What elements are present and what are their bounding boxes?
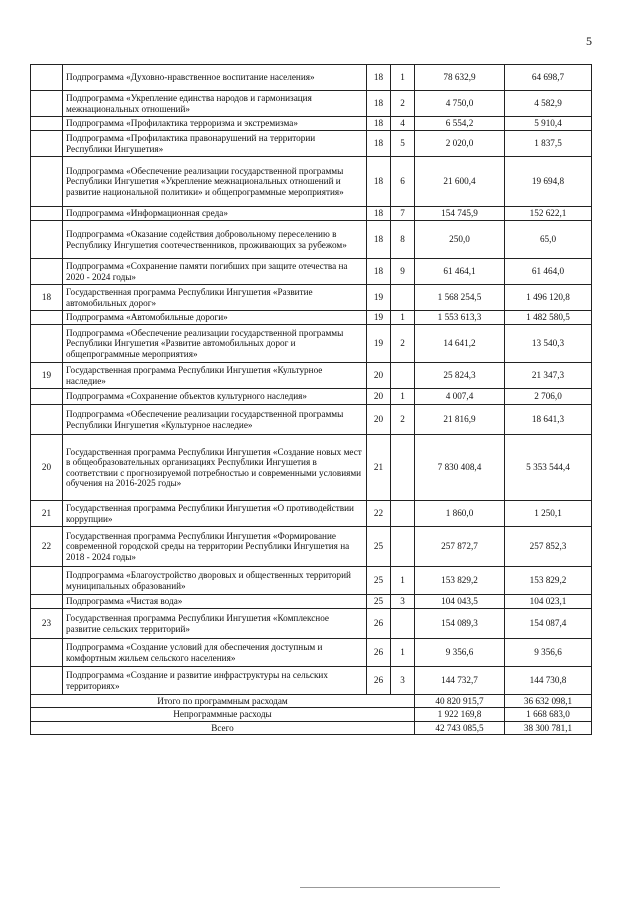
row-number	[31, 595, 63, 609]
row-program-code: 18	[367, 65, 391, 91]
table-row	[31, 405, 592, 435]
row-number	[31, 389, 63, 405]
row-program-code: 20	[367, 389, 391, 405]
row-number	[31, 667, 63, 695]
row-name: Подпрограмма «Сохранение объектов культурного наследия»	[63, 389, 367, 405]
row-subprogram-code	[391, 435, 415, 501]
row-value-planned: 14 641,2	[415, 325, 505, 363]
row-value-planned: 250,0	[415, 221, 505, 259]
row-value-planned: 7 830 408,4	[415, 435, 505, 501]
table-row	[31, 435, 592, 501]
row-value-actual: 13 540,3	[505, 325, 592, 363]
row-value-planned: 154 089,3	[415, 609, 505, 639]
row-program-code: 22	[367, 501, 391, 527]
row-program-code: 20	[367, 405, 391, 435]
row-number	[31, 567, 63, 595]
row-value-actual: 152 622,1	[505, 207, 592, 221]
row-number	[31, 207, 63, 221]
table-row	[31, 259, 592, 285]
row-subprogram-code	[391, 363, 415, 389]
row-value-actual: 5 353 544,4	[505, 435, 592, 501]
row-value-actual: 21 347,3	[505, 363, 592, 389]
row-program-code: 25	[367, 595, 391, 609]
row-number	[31, 311, 63, 325]
table-row	[31, 91, 592, 117]
row-value-actual: 5 910,4	[505, 117, 592, 131]
table-row	[31, 501, 592, 527]
row-subprogram-code	[391, 527, 415, 567]
row-value-actual: 104 023,1	[505, 595, 592, 609]
row-value-actual: 144 730,8	[505, 667, 592, 695]
row-name: Подпрограмма «Создание и развитие инфраструктуры на сельских территориях»	[63, 667, 367, 695]
row-value-planned: 6 554,2	[415, 117, 505, 131]
row-value-planned: 257 872,7	[415, 527, 505, 567]
row-value-planned: 4 007,4	[415, 389, 505, 405]
row-value-planned: 25 824,3	[415, 363, 505, 389]
table-row	[31, 221, 592, 259]
row-subprogram-code: 1	[391, 311, 415, 325]
totals-label: Всего	[31, 721, 415, 734]
row-program-code: 18	[367, 117, 391, 131]
totals-value-planned: 1 922 169,8	[415, 708, 505, 721]
row-value-actual: 2 706,0	[505, 389, 592, 405]
row-name: Подпрограмма «Сохранение памяти погибших при защите отечества на 2020 - 2024 годы»	[63, 259, 367, 285]
row-program-code: 26	[367, 609, 391, 639]
row-program-code: 25	[367, 527, 391, 567]
row-program-code: 18	[367, 91, 391, 117]
row-program-code: 19	[367, 325, 391, 363]
totals-label: Непрограммные расходы	[31, 708, 415, 721]
totals-label: Итого по программным расходам	[31, 695, 415, 708]
totals-value-actual: 36 632 098,1	[505, 695, 592, 708]
row-subprogram-code	[391, 609, 415, 639]
row-subprogram-code: 3	[391, 595, 415, 609]
row-number	[31, 157, 63, 207]
row-value-actual: 9 356,6	[505, 639, 592, 667]
row-subprogram-code: 1	[391, 639, 415, 667]
table-row	[31, 285, 592, 311]
table-row	[31, 131, 592, 157]
row-subprogram-code: 4	[391, 117, 415, 131]
row-name: Государственная программа Республики Ингушетия «Создание новых мест в общеобразовательных организациях Республики Ингушетия в соответствии с прогнозируемой потребностью и современными условиями обучения на 2016-2025 годы»	[63, 435, 367, 501]
row-number	[31, 259, 63, 285]
row-subprogram-code	[391, 285, 415, 311]
row-number	[31, 131, 63, 157]
row-name: Подпрограмма «Информационная среда»	[63, 207, 367, 221]
row-value-actual: 153 829,2	[505, 567, 592, 595]
row-value-actual: 65,0	[505, 221, 592, 259]
table-row	[31, 363, 592, 389]
row-value-planned: 78 632,9	[415, 65, 505, 91]
row-number	[31, 65, 63, 91]
row-program-code: 20	[367, 363, 391, 389]
row-name: Подпрограмма «Обеспечение реализации государственной программы Республики Ингушетия «Развитие автомобильных дорог и общепрограммные мероприятия»	[63, 325, 367, 363]
row-program-code: 19	[367, 311, 391, 325]
row-number	[31, 221, 63, 259]
table-row	[31, 595, 592, 609]
row-value-planned: 104 043,5	[415, 595, 505, 609]
row-value-planned: 2 020,0	[415, 131, 505, 157]
row-value-actual: 1 496 120,8	[505, 285, 592, 311]
row-subprogram-code: 7	[391, 207, 415, 221]
row-number	[31, 639, 63, 667]
row-subprogram-code: 8	[391, 221, 415, 259]
row-name: Подпрограмма «Обеспечение реализации государственной программы Республики Ингушетия «Культурное наследие»	[63, 405, 367, 435]
row-name: Государственная программа Республики Ингушетия «Культурное наследие»	[63, 363, 367, 389]
row-name: Подпрограмма «Чистая вода»	[63, 595, 367, 609]
table-row	[31, 389, 592, 405]
table-row	[31, 65, 592, 91]
row-program-code: 18	[367, 131, 391, 157]
row-number	[31, 117, 63, 131]
row-value-planned: 9 356,6	[415, 639, 505, 667]
row-program-code: 25	[367, 567, 391, 595]
row-program-code: 19	[367, 285, 391, 311]
row-number: 18	[31, 285, 63, 311]
table-row	[31, 117, 592, 131]
row-subprogram-code: 2	[391, 91, 415, 117]
table-row	[31, 527, 592, 567]
row-number	[31, 405, 63, 435]
row-value-planned: 153 829,2	[415, 567, 505, 595]
row-value-actual: 154 087,4	[505, 609, 592, 639]
row-program-code: 18	[367, 221, 391, 259]
table-row	[31, 667, 592, 695]
row-subprogram-code: 2	[391, 405, 415, 435]
row-name: Подпрограмма «Профилактика правонарушений на территории Республики Ингушетия»	[63, 131, 367, 157]
row-value-actual: 4 582,9	[505, 91, 592, 117]
table-row	[31, 639, 592, 667]
row-value-actual: 18 641,3	[505, 405, 592, 435]
table-row	[31, 207, 592, 221]
row-subprogram-code: 5	[391, 131, 415, 157]
row-subprogram-code: 9	[391, 259, 415, 285]
row-name: Государственная программа Республики Ингушетия «О противодействии коррупции»	[63, 501, 367, 527]
row-value-planned: 21 816,9	[415, 405, 505, 435]
row-value-actual: 1 250,1	[505, 501, 592, 527]
row-number: 23	[31, 609, 63, 639]
totals-value-actual: 38 300 781,1	[505, 721, 592, 734]
row-program-code: 18	[367, 259, 391, 285]
row-subprogram-code: 1	[391, 389, 415, 405]
row-value-planned: 61 464,1	[415, 259, 505, 285]
totals-value-planned: 40 820 915,7	[415, 695, 505, 708]
row-name: Подпрограмма «Духовно-нравственное воспитание населения»	[63, 65, 367, 91]
row-program-code: 21	[367, 435, 391, 501]
row-number: 20	[31, 435, 63, 501]
row-number: 19	[31, 363, 63, 389]
row-subprogram-code: 1	[391, 65, 415, 91]
table-row	[31, 567, 592, 595]
row-value-actual: 1 837,5	[505, 131, 592, 157]
row-value-actual: 19 694,8	[505, 157, 592, 207]
scan-artifact	[300, 887, 500, 888]
row-name: Подпрограмма «Благоустройство дворовых и общественных территорий муниципальных образований»	[63, 567, 367, 595]
totals-row	[31, 708, 592, 721]
row-program-code: 26	[367, 667, 391, 695]
budget-table-body	[31, 65, 592, 735]
row-subprogram-code: 6	[391, 157, 415, 207]
row-name: Подпрограмма «Обеспечение реализации государственной программы Республики Ингушетия «Укрепление межнациональных отношений и развитие национальной политики» и общепрограммные мероприятия»	[63, 157, 367, 207]
totals-value-planned: 42 743 085,5	[415, 721, 505, 734]
budget-table	[30, 64, 592, 735]
row-value-planned: 154 745,9	[415, 207, 505, 221]
row-name: Государственная программа Республики Ингушетия «Комплексное развитие сельских территорий»	[63, 609, 367, 639]
row-name: Подпрограмма «Автомобильные дороги»	[63, 311, 367, 325]
row-program-code: 18	[367, 207, 391, 221]
table-row	[31, 325, 592, 363]
row-value-planned: 1 860,0	[415, 501, 505, 527]
row-subprogram-code: 2	[391, 325, 415, 363]
row-value-actual: 61 464,0	[505, 259, 592, 285]
row-value-actual: 64 698,7	[505, 65, 592, 91]
row-number: 22	[31, 527, 63, 567]
row-value-planned: 1 553 613,3	[415, 311, 505, 325]
row-name: Государственная программа Республики Ингушетия «Формирование современной городской среды на территории Республики Ингушетия на 2018 - 2024 годы»	[63, 527, 367, 567]
totals-row	[31, 695, 592, 708]
row-program-code: 18	[367, 157, 391, 207]
row-name: Подпрограмма «Создание условий для обеспечения доступным и комфортным жильем сельского населения»	[63, 639, 367, 667]
row-value-planned: 144 732,7	[415, 667, 505, 695]
row-subprogram-code: 3	[391, 667, 415, 695]
row-name: Подпрограмма «Оказание содействия добровольному переселению в Республику Ингушетия соотечественников, проживающих за рубежом»	[63, 221, 367, 259]
table-row	[31, 157, 592, 207]
row-program-code: 26	[367, 639, 391, 667]
row-value-actual: 1 482 580,5	[505, 311, 592, 325]
row-value-planned: 21 600,4	[415, 157, 505, 207]
totals-row	[31, 721, 592, 734]
row-name: Государственная программа Республики Ингушетия «Развитие автомобильных дорог»	[63, 285, 367, 311]
row-number	[31, 91, 63, 117]
row-subprogram-code	[391, 501, 415, 527]
row-value-planned: 1 568 254,5	[415, 285, 505, 311]
page-number: 5	[586, 34, 592, 48]
row-value-planned: 4 750,0	[415, 91, 505, 117]
totals-value-actual: 1 668 683,0	[505, 708, 592, 721]
row-value-actual: 257 852,3	[505, 527, 592, 567]
row-name: Подпрограмма «Укрепление единства народов и гармонизация межнациональных отношений»	[63, 91, 367, 117]
row-name: Подпрограмма «Профилактика терроризма и экстремизма»	[63, 117, 367, 131]
table-row	[31, 609, 592, 639]
table-row	[31, 311, 592, 325]
row-number	[31, 325, 63, 363]
row-number: 21	[31, 501, 63, 527]
row-subprogram-code: 1	[391, 567, 415, 595]
